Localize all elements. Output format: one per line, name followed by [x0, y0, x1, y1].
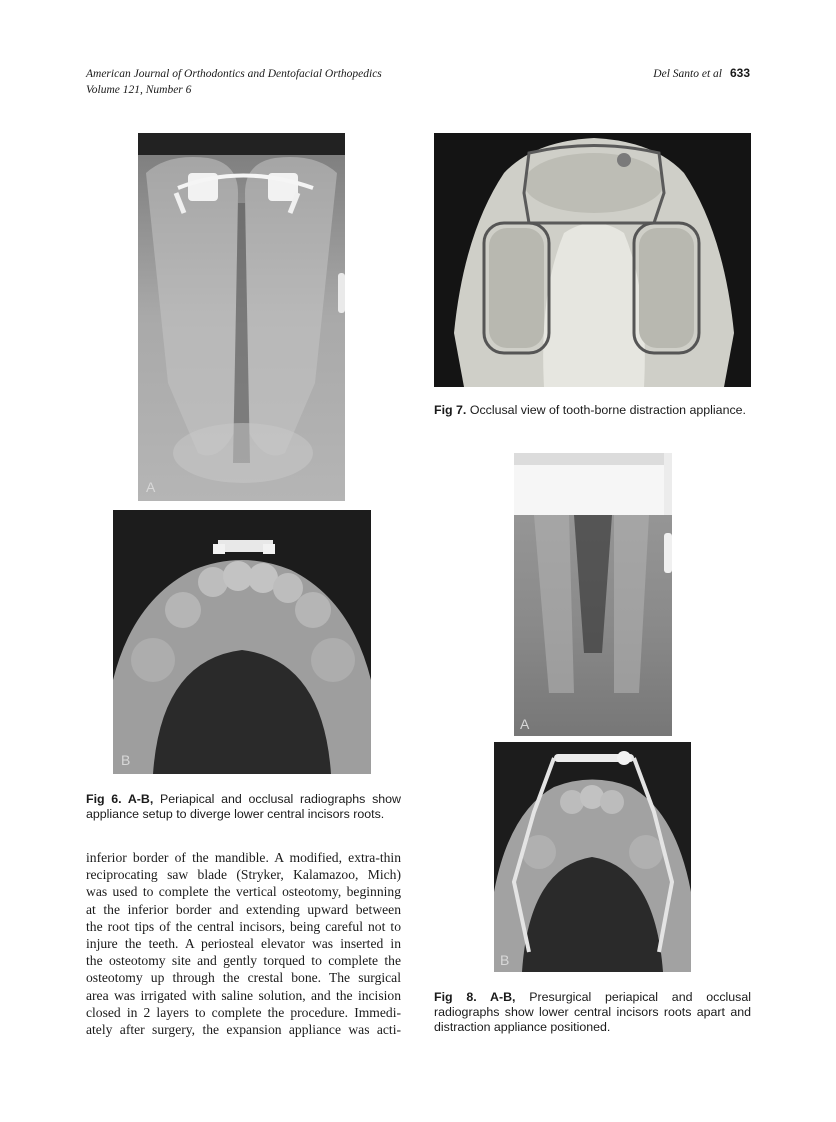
body-line: ately after surgery, the expansion appliance was acti- — [86, 1022, 401, 1038]
fig8-panel-a-label: A — [520, 716, 530, 732]
fig8a-periapical-radiograph — [514, 453, 672, 736]
body-line: inferior border of the mandible. A modified, extra-thin — [86, 850, 401, 865]
body-line: the root tips of the central incisors, being careful not to — [86, 918, 401, 934]
fig6-caption-label: Fig 6. A-B, — [86, 792, 154, 806]
body-line: the osteotomy site and gently torqued to complete the — [86, 953, 401, 969]
journal-title: American Journal of Orthodontics and Dentofacial Orthopedics — [86, 68, 382, 80]
radiograph-image — [514, 453, 672, 736]
fig8b-occlusal-radiograph — [494, 742, 691, 972]
fig6b-occlusal-radiograph — [113, 510, 371, 774]
fig7-appliance-photo — [434, 133, 751, 387]
journal-header — [86, 66, 382, 98]
radiograph-image — [494, 742, 691, 972]
photo-image — [434, 133, 751, 387]
body-paragraph — [86, 849, 401, 1038]
fig8-panel-b-label: B — [500, 952, 510, 968]
fig7-caption — [434, 403, 751, 418]
body-line: closed in 2 layers to complete the procedure. Immedi- — [86, 1004, 401, 1020]
running-head-authors: Del Santo et al — [653, 68, 722, 80]
fig6-caption-text: Periapical and occlusal radiographs show appliance setup to diverge lower central incisors roots. — [86, 792, 401, 821]
journal-volume: Volume 121, Number 6 — [86, 84, 192, 96]
radiograph-image — [138, 133, 345, 501]
fig8-caption-label: Fig 8. A-B, — [434, 990, 516, 1004]
page-number: 633 — [729, 66, 750, 80]
body-line: injure the teeth. A periosteal elevator was inserted in — [86, 936, 401, 952]
running-head — [653, 66, 750, 80]
fig6a-periapical-radiograph — [138, 133, 345, 501]
fig8-caption-text: Presurgical periapical and occlusal radiographs show lower central incisors roots apart and distraction appliance positioned. — [434, 990, 752, 1034]
fig6-panel-a-label: A — [146, 479, 156, 495]
body-line: osteotomy up through the crestal bone. The surgical — [86, 970, 401, 986]
fig8-caption — [434, 990, 751, 1035]
body-line: reciprocating saw blade (Stryker, Kalamazoo, Mich) — [86, 867, 401, 883]
fig7-caption-text: Occlusal view of tooth-borne distraction appliance. — [469, 403, 746, 417]
body-line: area was irrigated with saline solution, and the incision — [86, 987, 401, 1003]
body-line: was used to complete the vertical osteotomy, beginning — [86, 884, 401, 900]
radiograph-image — [113, 510, 371, 774]
fig6-panel-b-label: B — [121, 752, 131, 768]
body-line: at the inferior border and extending upward between — [86, 901, 401, 917]
fig6-caption — [86, 792, 401, 822]
fig7-caption-label: Fig 7. — [434, 403, 467, 417]
